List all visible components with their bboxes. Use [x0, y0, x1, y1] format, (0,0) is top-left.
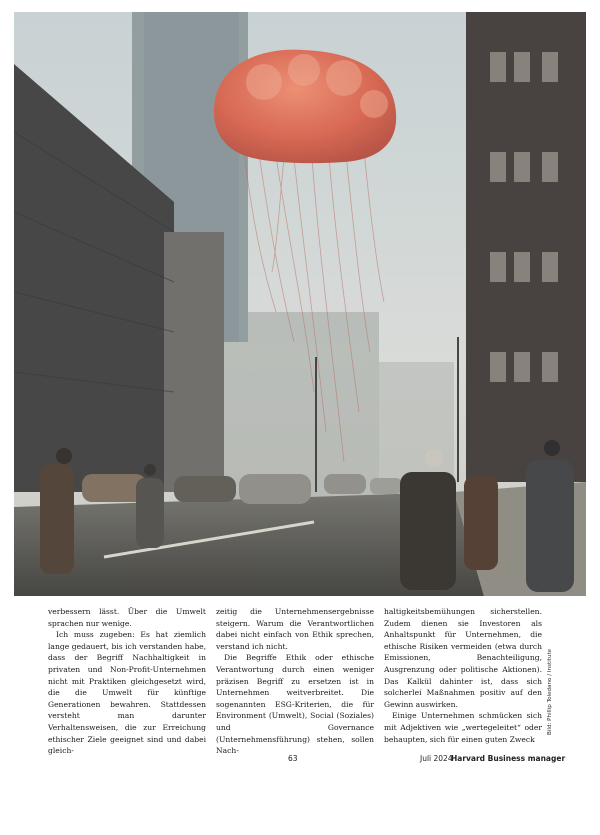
- photo-credit-wrap: [547, 648, 557, 835]
- city-street-jellyfish-illustration: [14, 12, 586, 596]
- photo-credit: Bild: Phillip Toledano / Institute: [547, 648, 553, 735]
- magazine-name: Harvard Business manager: [451, 754, 566, 763]
- hero-photo: [14, 12, 586, 596]
- text-column-3: [384, 606, 542, 745]
- paragraph: Die Begriffe Ethik oder ethische Verantwortung durch einen weniger präzisen Begriff zu ersetzen ist in Unternehmen weitverbreitet. Die sogenannten ESG-Kriterien, die für Environment (Umwelt), Social (Soziales) und Governance (Unternehmensführung) stehen, sollen Nach-: [216, 653, 374, 756]
- text-column-1: [48, 606, 206, 757]
- paragraph: Einige Unternehmen schmücken sich mit Adjektiven wie „wertegeleitet“ oder behaupten, sich für einen guten Zweck: [384, 711, 542, 744]
- issue-date: Juli 2024: [420, 754, 453, 763]
- article-body: [48, 606, 548, 756]
- paragraph: verbessern lässt. Über die Umwelt sprachen nur wenige.: [48, 607, 206, 628]
- paragraph: haltigkeitsbemühungen sicherstellen. Zudem dienen sie Investoren als Anhaltspunkt für Unternehmen, die ethische Risiken vermeiden (etwa durch Emissionen, Benachteiligung, Ausgrenzung oder politische Aktionen). Das Kalkül dahinter ist, dass sich solcherlei Maßnahmen positiv auf den Gewinn auswirken.: [384, 607, 542, 709]
- paragraph: Ich muss zugeben: Es hat ziemlich lange gedauert, bis ich verstanden habe, dass der Begriff Nachhaltigkeit in privaten und Non-Profit-Unternehmen nicht mit Praktiken gleichgesetzt wird, die die Umwelt für künftige Generationen bewahren. Stattdessen versteht man darunter Verhaltensweisen, die zur Erreichung ethischer Ziele geeignet sind und dabei gleich-: [48, 630, 206, 756]
- paragraph: zeitig die Unternehmensergebnisse steigern. Warum die Verantwortlichen dabei nicht einfach von Ethik sprechen, verstand ich nicht.: [216, 607, 374, 651]
- page-number: 63: [288, 754, 298, 763]
- page-footer: [0, 754, 600, 768]
- text-column-2: [216, 606, 374, 757]
